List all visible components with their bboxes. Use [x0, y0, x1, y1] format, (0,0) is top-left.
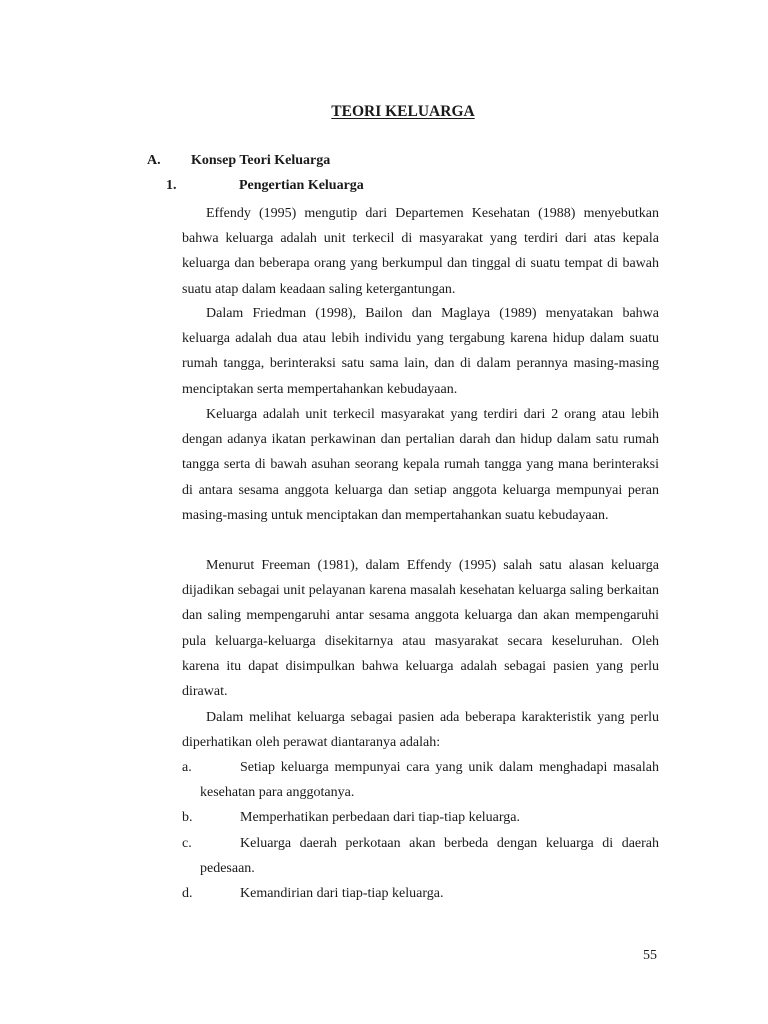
page-number: 55 [643, 948, 657, 963]
list-item [182, 805, 659, 830]
section-label: Konsep Teori Keluarga [191, 153, 331, 168]
list-item-marker: c. [182, 835, 192, 851]
paragraph-2: Dalam Friedman (1998), Bailon dan Maglaya (1989) menyatakan bahwa keluarga adalah dua atau lebih individu yang tergabung karena hidup dalam suatu rumah tangga, berinteraksi satu sama lain, dan di dalam perannya masing-masing menciptakan serta mempertahankan kebudayaan. [182, 306, 659, 397]
paragraph-4: Menurut Freeman (1981), dalam Effendy (1995) salah satu alasan keluarga dijadikan sebagai unit pelayanan karena masalah kesehatan keluarga saling berkaitan dan saling mempengaruhi antar sesama anggota keluarga dan akan mempengaruhi pula keluarga-keluarga disekitarnya atau masyarakat secara keseluruhan. Oleh karena itu dapat disimpulkan bahwa keluarga adalah sebagai pasien yang perlu dirawat. [182, 558, 659, 700]
list-item [182, 755, 659, 805]
characteristics-list [182, 755, 659, 906]
subsection-marker: 1. [166, 178, 177, 193]
list-item-marker: d. [182, 886, 193, 902]
list-item-text: Memperhatikan perbedaan dari tiap-tiap keluarga. [240, 810, 521, 826]
document-title: TEORI KELUARGA [331, 103, 475, 120]
list-item-text: Setiap keluarga mempunyai cara yang unik dalam menghadapi masalah kesehatan para anggotanya. [200, 760, 659, 801]
paragraph-1: Effendy (1995) mengutip dari Departemen Kesehatan (1988) menyebutkan bahwa keluarga adalah unit terkecil di masyarakat yang terdiri dari atas kepala keluarga dan beberapa orang yang berkumpul dan tinggal di suatu tempat di bawah suatu atap dalam keadaan saling ketergantungan. [182, 206, 659, 297]
list-item-text: Keluarga daerah perkotaan akan berbeda dengan keluarga di daerah pedesaan. [200, 835, 659, 876]
section-marker: A. [147, 153, 161, 168]
list-item [182, 831, 659, 881]
list-item [182, 881, 659, 906]
subsection-label: Pengertian Keluarga [239, 178, 364, 193]
list-item-marker: b. [182, 810, 193, 826]
list-item-marker: a. [182, 760, 192, 775]
paragraph-5: Dalam melihat keluarga sebagai pasien ada beberapa karakteristik yang perlu diperhatikan oleh perawat diantaranya adalah: [182, 710, 659, 751]
list-item-text: Kemandirian dari tiap-tiap keluarga. [240, 886, 444, 902]
paragraph-3: Keluarga adalah unit terkecil masyarakat yang terdiri dari 2 orang atau lebih dengan adanya ikatan perkawinan dan pertalian darah dan hidup dalam satu rumah tangga serta di bawah asuhan seorang kepala rumah tangga yang mana berinteraksi di antara sesama anggota keluarga dan setiap anggota keluarga mempunyai peran masing-masing untuk menciptakan dan mempertahankan suatu kebudayaan. [182, 407, 659, 523]
